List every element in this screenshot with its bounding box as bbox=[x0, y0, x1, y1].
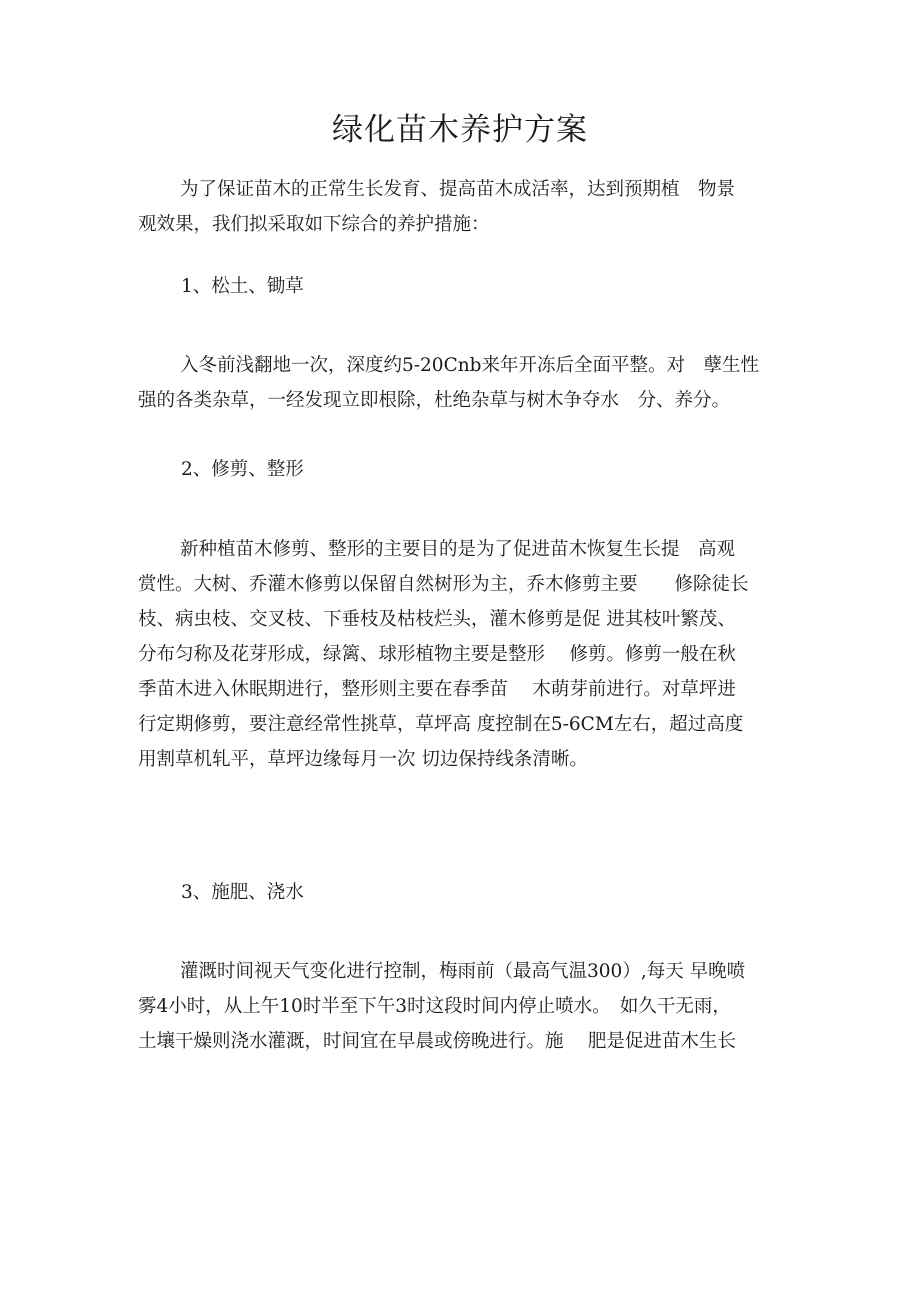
section-heading-1: 1、松土、锄草 bbox=[181, 276, 304, 297]
section-1-paragraph bbox=[138, 348, 778, 418]
document-title: 绿化苗木养护方案 bbox=[332, 112, 588, 148]
intro-paragraph bbox=[138, 172, 778, 242]
section-heading-2: 2、修剪、整形 bbox=[181, 459, 304, 480]
intro-line: 观效果，我们拟采取如下综合的养护措施： bbox=[138, 214, 490, 235]
section-2-paragraph bbox=[138, 532, 778, 777]
paragraph-line: 行定期修剪，要注意经常性挑草，草坪高 度控制在5-6CM左右，超过高度 bbox=[138, 714, 744, 735]
paragraph-line: 赏性。大树、乔灌木修剪以保留自然树形为主，乔木修剪主要 修除徒长 bbox=[138, 574, 749, 595]
paragraph-line: 土壤干燥则浇水灌溉，时间宜在早晨或傍晚进行。施 肥是促进苗木生长 bbox=[138, 1031, 736, 1052]
paragraph-line: 入冬前浅翻地一次，深度约5-20Cnb来年开冻后全面平整。对 孽生性 bbox=[180, 355, 759, 376]
paragraph-line: 枝、病虫枝、交叉枝、下垂枝及枯枝烂头，灌木修剪是促 进其枝叶繁茂、 bbox=[138, 609, 736, 630]
paragraph-line: 雾4小时，从上午10时半至下午3时这段时间内停止喷水。 如久干无雨， bbox=[138, 996, 731, 1017]
paragraph-line: 灌溉时间视天气变化进行控制，梅雨前（最高气温300）,每天 早晚喷 bbox=[180, 961, 746, 982]
paragraph-line: 用割草机轧平，草坪边缘每月一次 切边保持线条清晰。 bbox=[138, 749, 588, 770]
section-3-paragraph bbox=[138, 954, 778, 1059]
section-heading-3: 3、施肥、浇水 bbox=[181, 882, 304, 903]
paragraph-line: 强的各类杂草，一经发现立即根除，杜绝杂草与树木争夺水 分、养分。 bbox=[138, 390, 731, 411]
paragraph-line: 分布匀称及花芽形成，绿篱、球形植物主要是整形 修剪。修剪一般在秋 bbox=[138, 644, 736, 665]
paragraph-line: 新种植苗木修剪、整形的主要目的是为了促进苗木恢复生长提 高观 bbox=[180, 539, 736, 560]
paragraph-line: 季苗木进入休眠期进行，整形则主要在春季苗 木萌芽前进行。对草坪进 bbox=[138, 679, 736, 700]
intro-line: 为了保证苗木的正常生长发育、提高苗木成活率，达到预期植 物景 bbox=[180, 179, 736, 200]
